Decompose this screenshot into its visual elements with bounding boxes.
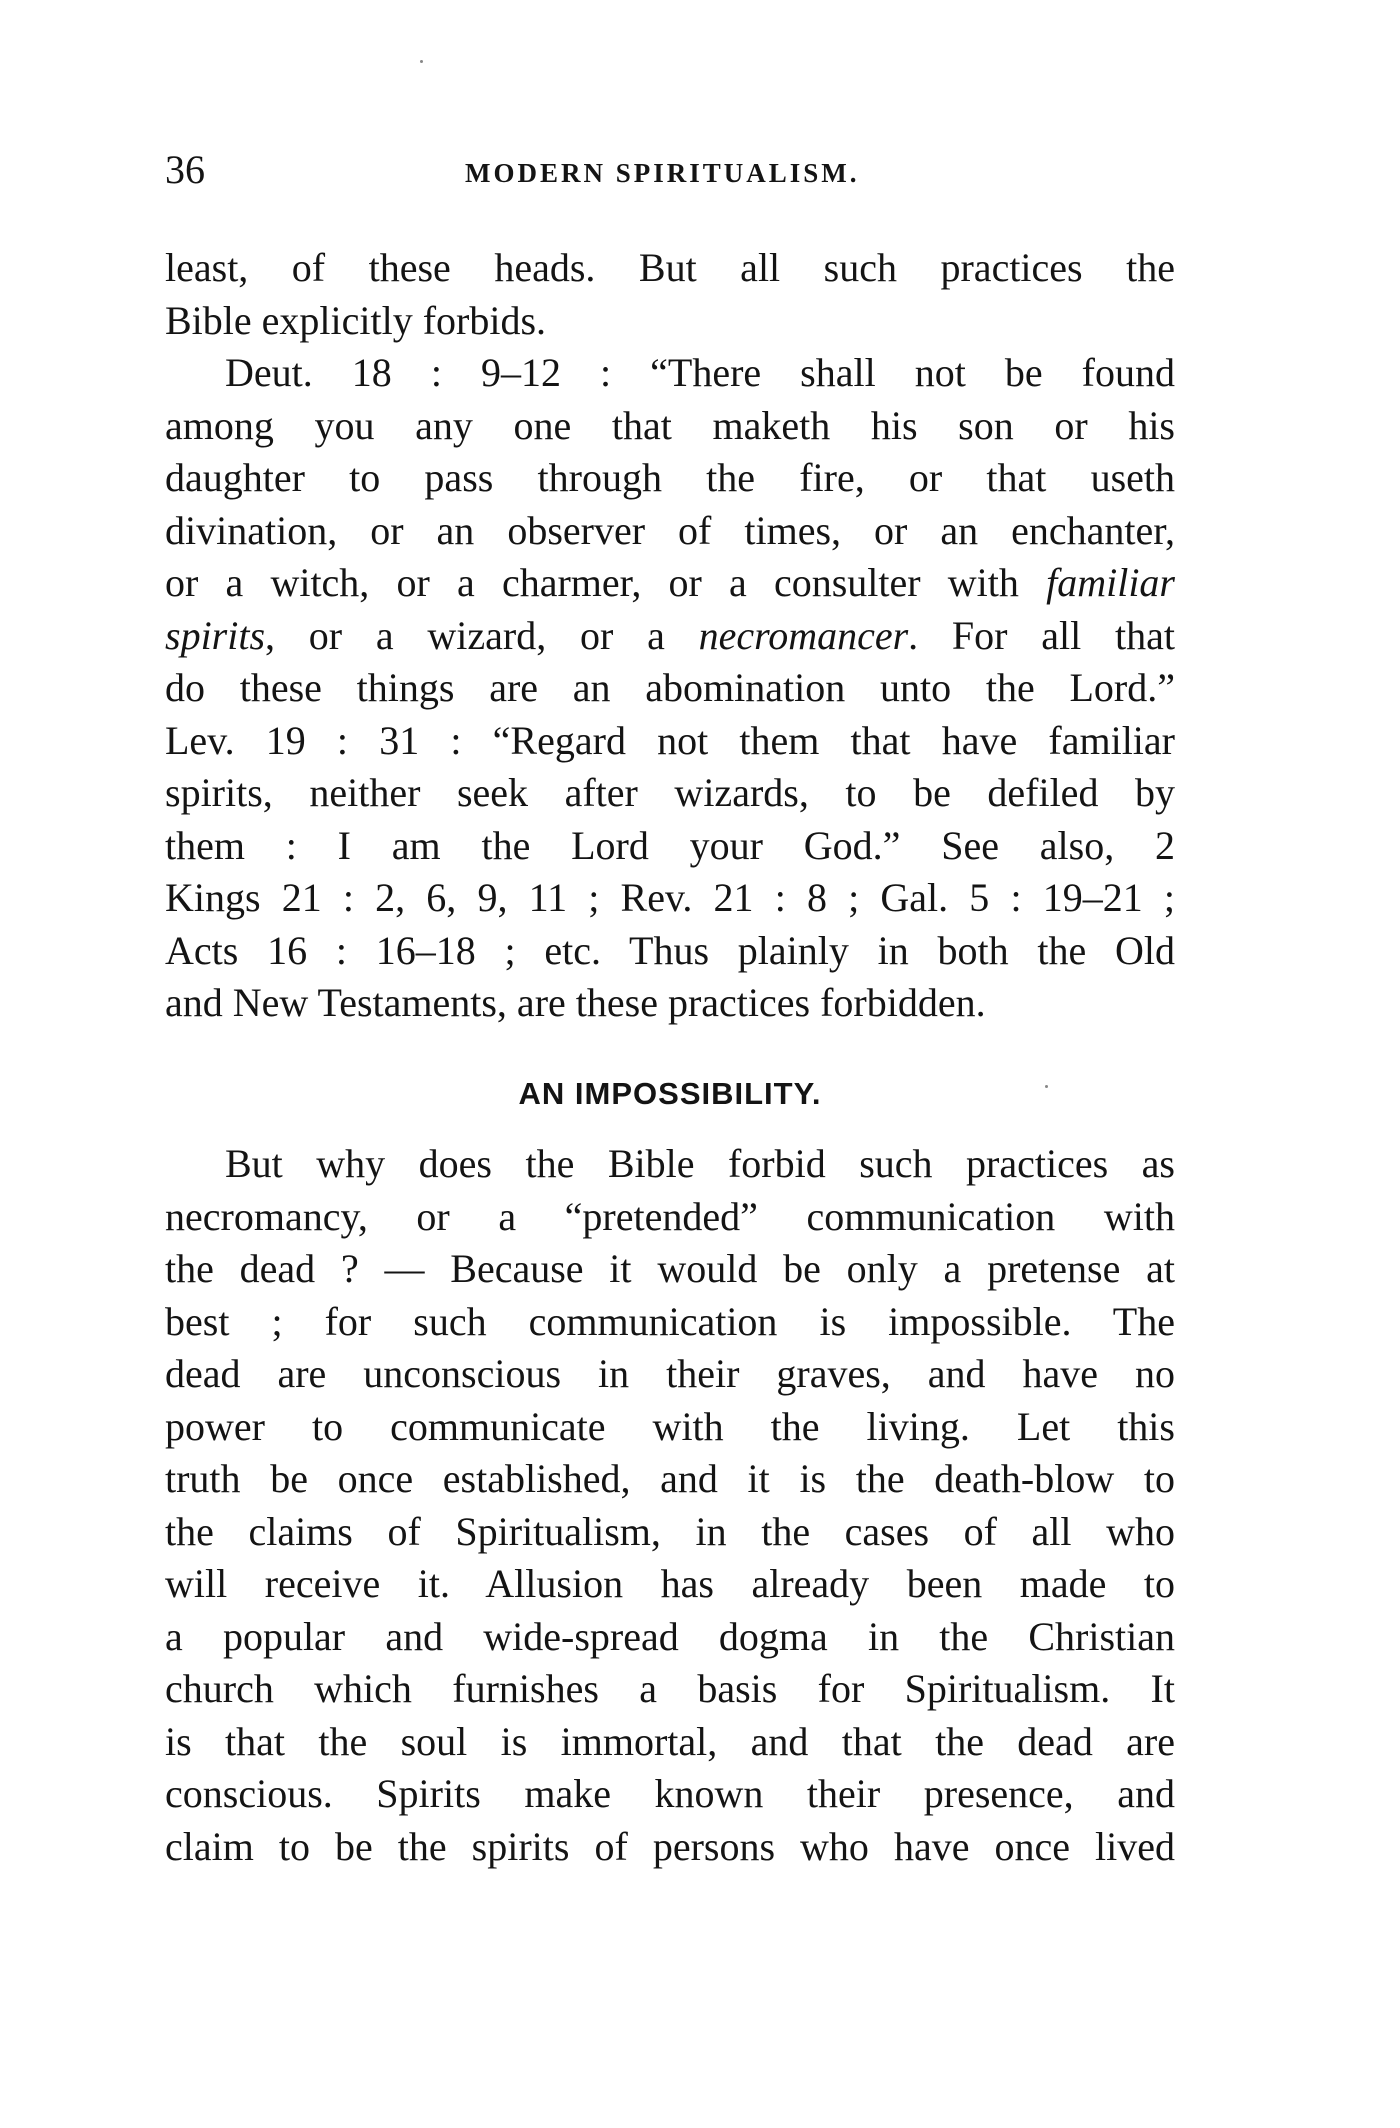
text-line: do these things are an abomination unto the Lord.” bbox=[165, 665, 1175, 710]
text-line: best ; for such communication is impossible. The bbox=[165, 1298, 1175, 1344]
text-line: least, of these heads. But all such practices the bbox=[165, 245, 1175, 290]
text-line: claim to be the spirits of persons who have once lived bbox=[165, 1823, 1175, 1869]
text-line: power to communicate with the living. Let this bbox=[165, 1403, 1175, 1449]
text-line: truth be once established, and it is the death-blow to bbox=[165, 1456, 1175, 1501]
text-line: them : I am the Lord your God.” See also, 2 bbox=[165, 822, 1175, 868]
running-head bbox=[165, 145, 1175, 195]
text-line: Bible explicitly forbids. bbox=[165, 297, 547, 343]
text-line: spirits, neither seek after wizards, to be defiled by bbox=[165, 770, 1175, 815]
text-line: among you any one that maketh his son or his bbox=[165, 402, 1175, 448]
text-line: is that the soul is immortal, and that the dead are bbox=[165, 1718, 1175, 1764]
text-line: conscious. Spirits make known their presence, and bbox=[165, 1771, 1175, 1816]
text-line: will receive it. Allusion has already been made to bbox=[165, 1561, 1175, 1606]
italic-term-spirits: spirits bbox=[165, 612, 266, 658]
paragraph-continued bbox=[165, 242, 1175, 347]
book-page bbox=[165, 0, 1175, 2128]
text-line: divination, or an observer of times, or an enchanter, bbox=[165, 507, 1175, 553]
print-speck bbox=[420, 60, 423, 63]
italic-term-necromancer: necromancer bbox=[698, 612, 909, 658]
print-speck bbox=[1045, 1085, 1048, 1088]
text-line: and New Testaments, are these practices forbidden. bbox=[165, 980, 986, 1025]
text-line: a popular and wide-spread dogma in the Christian bbox=[165, 1613, 1175, 1659]
running-title: MODERN SPIRITUALISM. bbox=[465, 158, 860, 188]
text-segment: . For all that bbox=[908, 612, 1175, 658]
section-heading: AN IMPOSSIBILITY. bbox=[518, 1076, 822, 1111]
text-line: Acts 16 : 16–18 ; etc. Thus plainly in both the Old bbox=[165, 927, 1175, 973]
text-segment: , or a wizard, or a bbox=[265, 612, 699, 658]
text-line: Kings 21 : 2, 6, 9, 11 ; Rev. 21 : 8 ; Gal. 5 : 19–21 ; bbox=[165, 875, 1175, 920]
text-line bbox=[165, 610, 1175, 663]
text-line: the dead ? — Because it would be only a pretense at bbox=[165, 1246, 1175, 1291]
text-segment: or a witch, or a charmer, or a consulter with bbox=[165, 560, 1047, 605]
paragraph-scripture-quotations bbox=[165, 347, 1175, 1030]
text-line: church which furnishes a basis for Spiritualism. It bbox=[165, 1666, 1175, 1711]
text-line: Deut. 18 : 9–12 : “There shall not be found bbox=[225, 350, 1175, 395]
page-number: 36 bbox=[165, 147, 205, 192]
text-line: the claims of Spiritualism, in the cases of all who bbox=[165, 1508, 1175, 1554]
text-line: necromancy, or a “pretended” communication with bbox=[165, 1193, 1175, 1239]
paragraph-impossibility bbox=[165, 1138, 1175, 1873]
italic-term-familiar: familiar bbox=[1046, 560, 1175, 605]
text-line: Lev. 19 : 31 : “Regard not them that have familiar bbox=[165, 717, 1175, 763]
text-line: But why does the Bible forbid such practices as bbox=[225, 1141, 1175, 1186]
text-line: daughter to pass through the fire, or that useth bbox=[165, 455, 1175, 500]
text-line: dead are unconscious in their graves, and have no bbox=[165, 1351, 1175, 1396]
text-line bbox=[165, 557, 1175, 610]
